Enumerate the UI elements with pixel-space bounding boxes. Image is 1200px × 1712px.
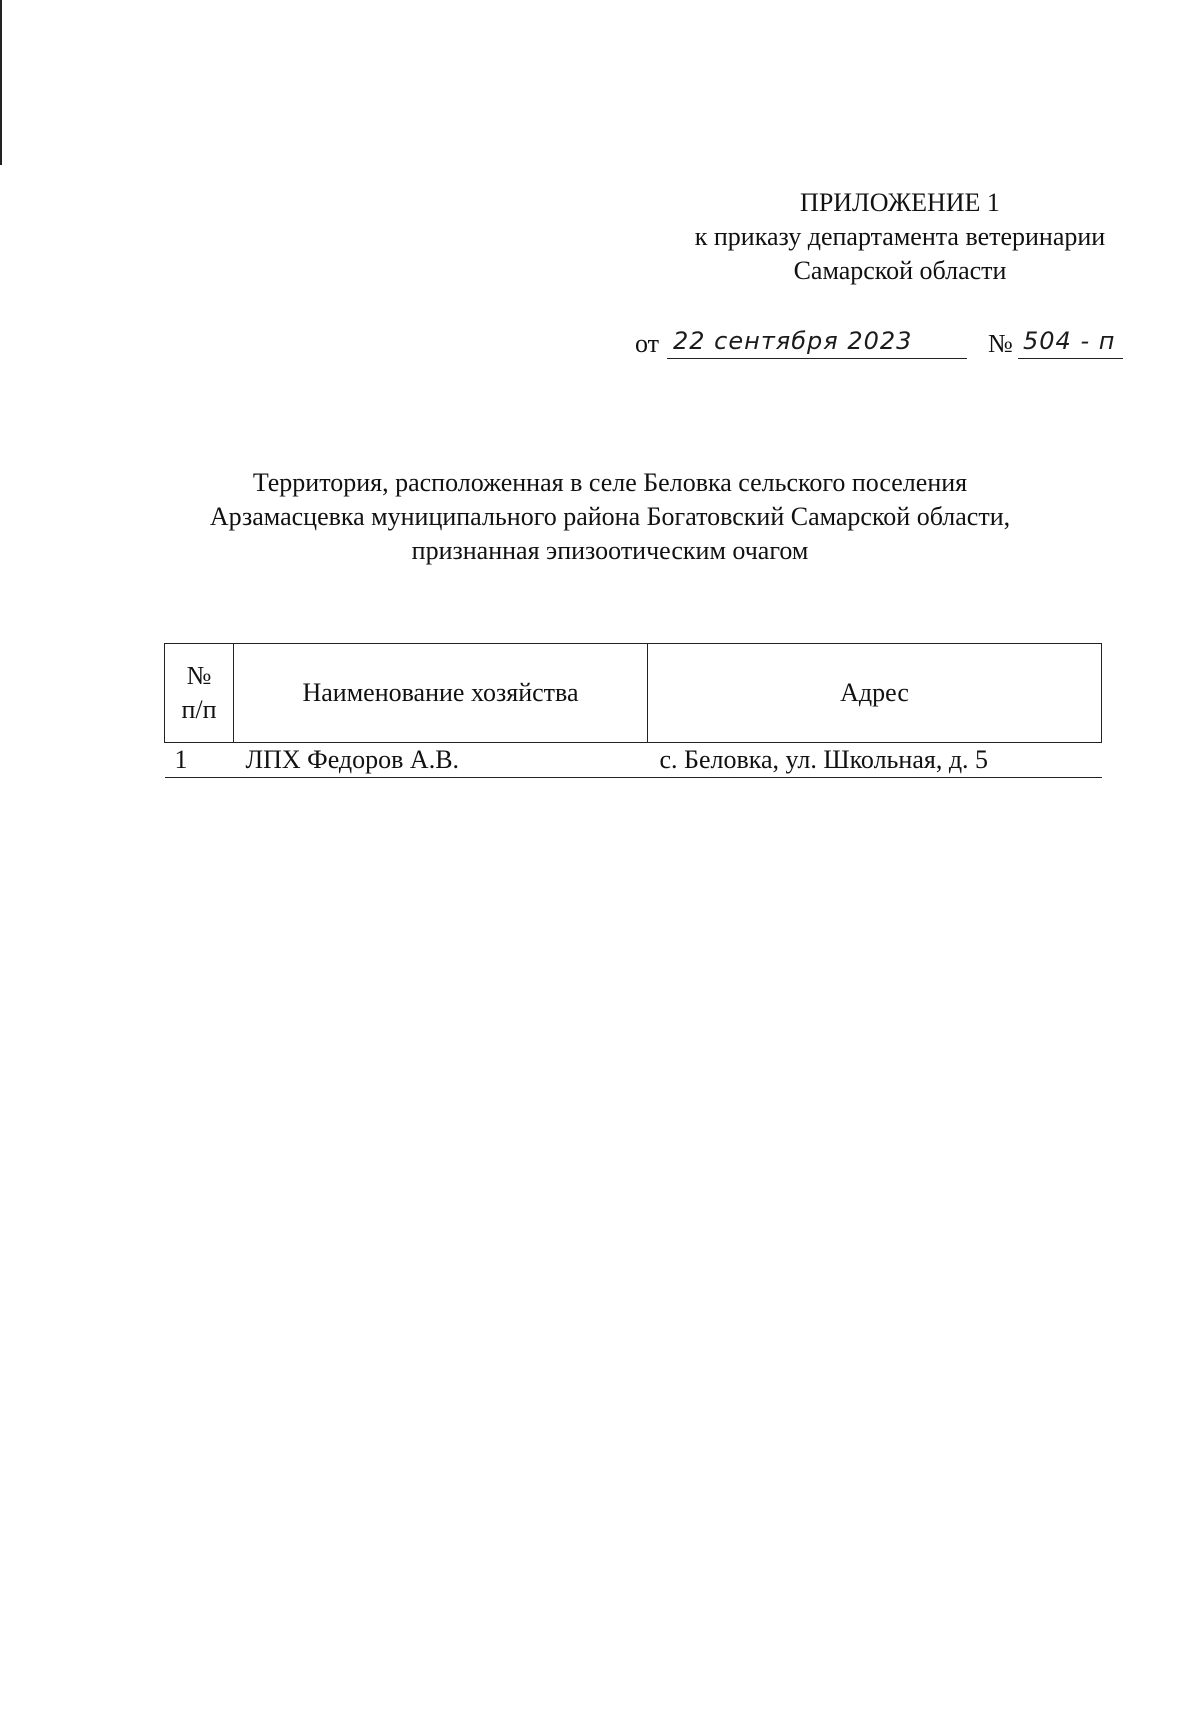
header-farm-name: Наименование хозяйства bbox=[234, 644, 648, 743]
document-heading bbox=[150, 466, 1070, 568]
heading-line-2: Арзамасцевка муниципального района Богатовский Самарской области, bbox=[209, 502, 1011, 531]
header-number-abbrev: п/п bbox=[181, 695, 217, 724]
scan-edge-mark bbox=[0, 0, 2, 165]
row-address: с. Беловка, ул. Школьная, д. 5 bbox=[648, 743, 1102, 778]
header-number bbox=[165, 644, 234, 743]
number-label: № bbox=[988, 329, 1013, 358]
date-prefix: от bbox=[635, 329, 660, 358]
farms-table bbox=[164, 643, 1102, 778]
header-address: Адрес bbox=[648, 644, 1102, 743]
order-dateline bbox=[633, 327, 1123, 363]
date-underline bbox=[667, 358, 967, 359]
appendix-order-ref: к приказу департамента ветеринарии bbox=[694, 222, 1106, 251]
order-number-handwritten: 504 - п bbox=[1023, 327, 1116, 355]
heading-line-1: Территория, расположенная в селе Беловка сельского поселения bbox=[252, 468, 968, 497]
table-header-row bbox=[165, 644, 1102, 743]
number-underline bbox=[1018, 358, 1123, 359]
row-number: 1 bbox=[165, 743, 234, 778]
appendix-region: Самарской области bbox=[793, 256, 1007, 285]
heading-line-3: признанная эпизоотическим очагом bbox=[411, 536, 809, 565]
appendix-title: ПРИЛОЖЕНИЕ 1 bbox=[800, 188, 1000, 217]
row-farm-name: ЛПХ Федоров А.В. bbox=[234, 743, 648, 778]
table-row bbox=[165, 743, 1102, 778]
header-number-sign: № bbox=[186, 661, 212, 690]
order-date-handwritten: 22 сентября 2023 bbox=[673, 327, 913, 355]
